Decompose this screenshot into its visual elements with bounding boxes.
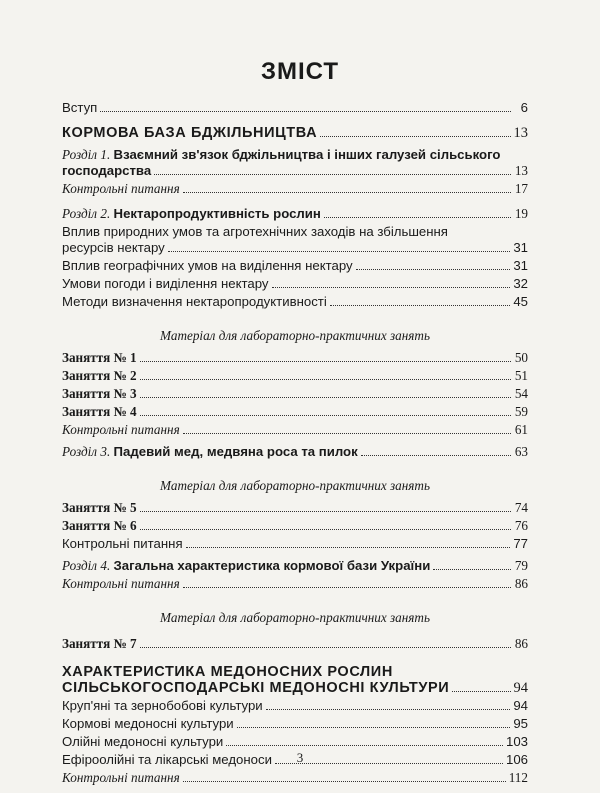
chapter-title: Загальна характеристика кормової бази України: [113, 558, 431, 573]
entry-label: Контрольні питання: [62, 536, 183, 551]
entry-page: 51: [514, 368, 528, 383]
entry-label: Заняття № 7: [62, 636, 137, 651]
toc-entry-introduction[interactable]: [62, 100, 528, 116]
toc-entry-control-questions[interactable]: [62, 536, 528, 552]
toc-entry-control-questions[interactable]: [62, 422, 528, 438]
entry-page: 106: [505, 752, 528, 767]
leader-dots: [140, 647, 511, 648]
leader-dots: [183, 433, 511, 434]
toc-entry-cereal-legumes[interactable]: [62, 698, 528, 714]
chapter-title-line1: Взаємний зв'язок бджільництва і інших галузей сільського: [113, 147, 501, 162]
table-of-contents: [62, 100, 528, 786]
entry-page: 94: [513, 680, 528, 696]
entry-label: Контрольні питання: [62, 576, 180, 591]
toc-entry-lesson-1[interactable]: [62, 350, 528, 366]
entry-page: 76: [514, 518, 528, 533]
lab-materials-heading: Матеріал для лабораторно-практичних занять: [160, 328, 430, 343]
leader-dots: [140, 529, 511, 530]
lab-materials-heading: Матеріал для лабораторно-практичних занять: [160, 478, 430, 493]
chapter-prefix: Розділ 4.: [62, 558, 111, 573]
chapter-title: Падевий мед, медвяна роса та пилок: [113, 444, 358, 459]
entry-label: Заняття № 5: [62, 500, 137, 515]
section-label-line1: ХАРАКТЕРИСТИКА МЕДОНОСНИХ РОСЛИН: [62, 664, 393, 680]
entry-label: Контрольні питання: [62, 181, 180, 196]
page-number: 3: [296, 750, 304, 765]
leader-dots: [168, 251, 511, 252]
toc-entry-control-questions[interactable]: [62, 181, 528, 197]
entry-page: 45: [513, 294, 528, 309]
chapter-title-line2: господарства: [62, 163, 152, 178]
entry-label-line1: Вплив природних умов та агротехнічних заходів на збільшення: [62, 224, 448, 239]
leader-dots: [140, 397, 511, 398]
toc-entry-lesson-4[interactable]: [62, 404, 528, 420]
leader-dots: [356, 269, 511, 270]
toc-entry-lesson-3[interactable]: [62, 386, 528, 402]
leader-dots: [226, 745, 503, 746]
toc-entry-methods[interactable]: [62, 294, 528, 310]
entry-page: 59: [514, 404, 528, 419]
entry-label: Круп'яні та зернобобові культури: [62, 698, 263, 713]
toc-entry-geographic-conditions[interactable]: [62, 258, 528, 274]
entry-page: 17: [514, 181, 528, 196]
entry-page: 74: [514, 500, 528, 515]
chapter-prefix: Розділ 3.: [62, 444, 111, 459]
leader-dots: [324, 217, 511, 218]
toc-section-forage-base[interactable]: [62, 125, 528, 141]
entry-label: Олійні медоносні культури: [62, 734, 224, 749]
leader-dots: [140, 415, 511, 416]
toc-section-honey-plants[interactable]: [62, 664, 528, 696]
toc-entry-lesson-2[interactable]: [62, 368, 528, 384]
entry-label: Методи визначення нектаропродуктивності: [62, 294, 327, 309]
leader-dots: [183, 587, 511, 588]
entry-label: Умови погоди і виділення нектару: [62, 276, 269, 291]
leader-dots: [452, 691, 510, 692]
entry-page: 86: [514, 636, 528, 651]
entry-label: Контрольні питання: [62, 770, 180, 785]
entry-page: 13: [514, 163, 528, 178]
entry-page: 31: [513, 258, 528, 273]
entry-label: Вступ: [62, 100, 98, 115]
entry-label: Заняття № 3: [62, 386, 137, 401]
entry-label: Ефіроолійні та лікарські медоноси: [62, 752, 272, 767]
toc-entry-control-questions[interactable]: [62, 576, 528, 592]
leader-dots: [186, 547, 511, 548]
entry-label: Заняття № 2: [62, 368, 137, 383]
entry-page: 50: [514, 350, 528, 365]
toc-entry-lesson-7[interactable]: [62, 636, 528, 652]
leader-dots: [237, 727, 511, 728]
toc-entry-lesson-5[interactable]: [62, 500, 528, 516]
chapter-prefix: Розділ 2.: [62, 206, 111, 221]
leader-dots: [140, 511, 511, 512]
entry-page: 77: [513, 536, 528, 551]
section-label: КОРМОВА БАЗА БДЖІЛЬНИЦТВА: [62, 125, 318, 141]
leader-dots: [272, 287, 511, 288]
toc-entry-natural-conditions[interactable]: [62, 224, 528, 256]
toc-chapter-2[interactable]: [62, 206, 528, 222]
toc-entry-lesson-6[interactable]: [62, 518, 528, 534]
leader-dots: [154, 174, 511, 175]
entry-page: 13: [513, 125, 528, 141]
entry-page: 61: [514, 422, 528, 437]
entry-page: 19: [514, 206, 528, 221]
entry-page: 86: [514, 576, 528, 591]
entry-page: 95: [513, 716, 528, 731]
entry-page: 31: [513, 240, 528, 255]
toc-chapter-4[interactable]: [62, 558, 528, 574]
entry-label: Вплив географічних умов на виділення нектару: [62, 258, 353, 273]
leader-dots: [183, 781, 506, 782]
leader-dots: [266, 709, 511, 710]
entry-label: Заняття № 4: [62, 404, 137, 419]
entry-page: 63: [514, 444, 528, 459]
leader-dots: [320, 136, 510, 137]
toc-entry-control-questions[interactable]: [62, 770, 528, 786]
entry-label: Заняття № 1: [62, 350, 137, 365]
toc-entry-forage-crops[interactable]: [62, 716, 528, 732]
leader-dots: [183, 192, 511, 193]
leader-dots: [361, 455, 511, 456]
entry-label: Кормові медоносні культури: [62, 716, 234, 731]
leader-dots: [433, 569, 511, 570]
page-title: ЗМІСТ: [260, 58, 340, 85]
toc-chapter-3[interactable]: [62, 444, 528, 460]
toc-entry-weather[interactable]: [62, 276, 528, 292]
entry-page: 32: [513, 276, 528, 291]
chapter-title: Нектаропродуктивність рослин: [113, 206, 321, 221]
entry-page: 94: [513, 698, 528, 713]
entry-page: 103: [505, 734, 528, 749]
leader-dots: [140, 379, 511, 380]
toc-chapter-1[interactable]: [62, 147, 528, 179]
entry-label: Контрольні питання: [62, 422, 180, 437]
leader-dots: [140, 361, 511, 362]
entry-page: 54: [514, 386, 528, 401]
entry-label: Заняття № 6: [62, 518, 137, 533]
leader-dots: [330, 305, 511, 306]
chapter-prefix: Розділ 1.: [62, 147, 111, 162]
entry-label-line2: ресурсів нектару: [62, 240, 165, 255]
toc-entry-oil-crops[interactable]: [62, 734, 528, 750]
entry-page: 6: [520, 100, 528, 115]
leader-dots: [100, 111, 511, 112]
entry-page: 112: [508, 770, 528, 785]
lab-materials-heading: Матеріал для лабораторно-практичних занять: [160, 610, 430, 625]
section-label-line2: СІЛЬСЬКОГОСПОДАРСЬКІ МЕДОНОСНІ КУЛЬТУРИ: [62, 680, 450, 696]
entry-page: 79: [514, 558, 528, 573]
